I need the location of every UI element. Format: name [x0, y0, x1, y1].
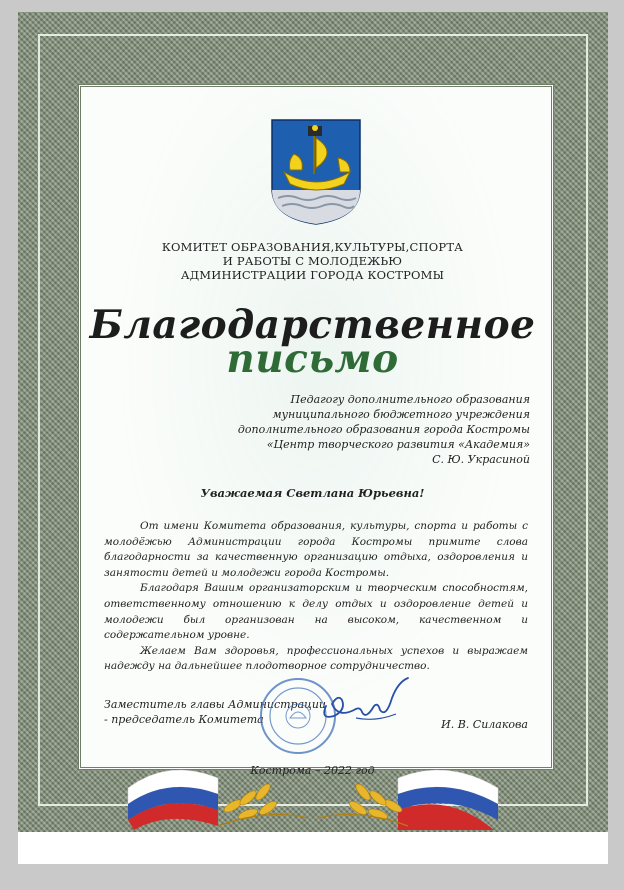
greeting: Уважаемая Светлана Юрьевна! [200, 486, 425, 500]
recipient-block [170, 392, 530, 467]
recipient-line: «Центр творческого развития «Академия» [266, 438, 530, 451]
signatory-position-line: - председатель Комитета [104, 713, 264, 726]
title-line-1: Благодарственное [89, 302, 536, 348]
organization-line: И РАБОТЫ С МОЛОДЕЖЬЮ [222, 254, 403, 268]
body-paragraph: От имени Комитета образования, культуры, спорта и работы с молодёжью Администрации города Костромы примите слова благодарности за качественную организацию отдыха, оздоровления и занятости детей и молодежи города Костромы. [104, 520, 528, 579]
flag-and-wheat-decoration [18, 748, 608, 830]
letter-body [104, 519, 528, 675]
handwritten-signature [316, 676, 416, 728]
recipient-name: С. Ю. Украсиной [432, 453, 530, 466]
signatory-name: И. В. Силакова [441, 718, 528, 731]
city-year: Кострома – 2022 год [250, 764, 375, 777]
recipient-line: Педагогу дополнительного образования [290, 393, 530, 406]
organization-name [80, 240, 545, 282]
body-paragraph: Желаем Вам здоровья, профессиональных успехов и выражаем надежду на дальнейшее плодотворное сотрудничество. [104, 644, 528, 673]
recipient-line: дополнительного образования города Костромы [237, 423, 530, 436]
coat-of-arms-icon [268, 118, 364, 226]
signatory-position-line: Заместитель главы Администрации [104, 698, 326, 711]
organization-line: КОМИТЕТ ОБРАЗОВАНИЯ,КУЛЬТУРЫ,СПОРТА [161, 240, 464, 254]
recipient-line: муниципального бюджетного учреждения [272, 408, 530, 421]
body-paragraph: Благодаря Вашим организаторским и творческим способностям, ответственному отношению к делу отдых и оздоровление детей и молодежи был организован на высоком, качественном и содержательном уровне. [104, 582, 528, 642]
organization-line: АДМИНИСТРАЦИИ ГОРОДА КОСТРОМЫ [180, 268, 445, 282]
title-line-2: письмо [226, 336, 399, 382]
